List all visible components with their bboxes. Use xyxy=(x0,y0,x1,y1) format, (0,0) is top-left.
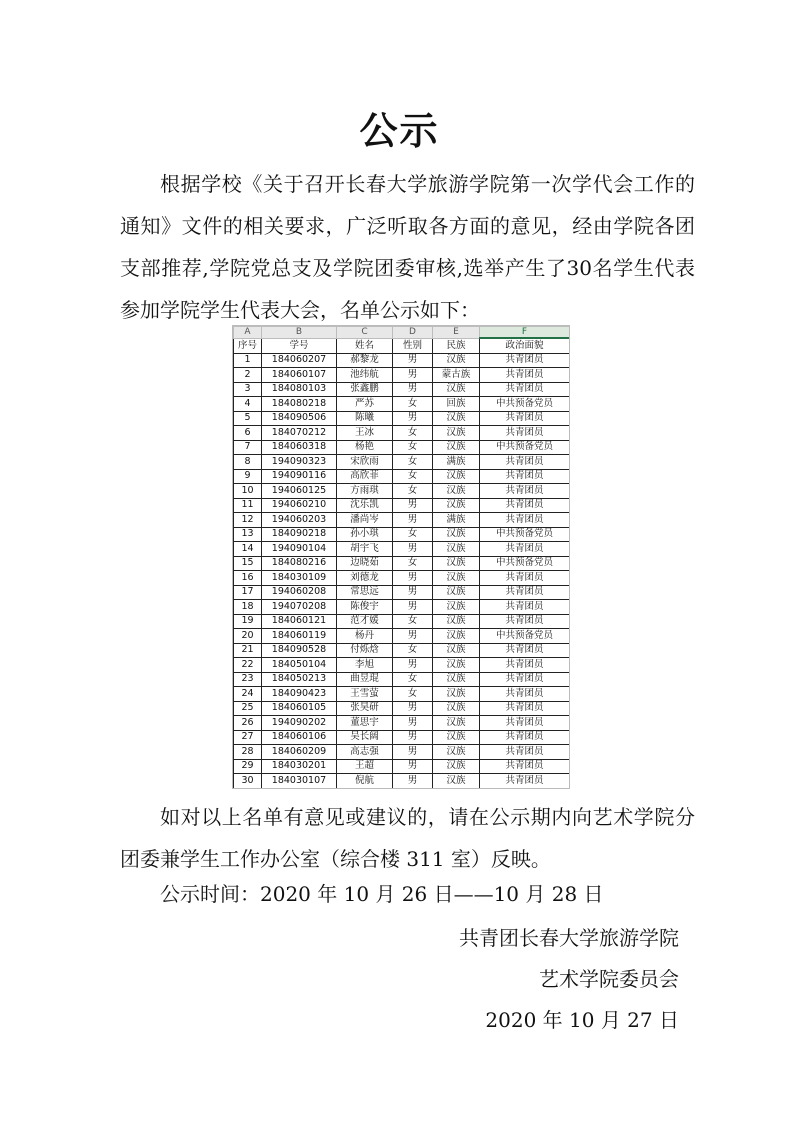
table-cell: 汉族 xyxy=(433,382,480,397)
table-row xyxy=(234,542,570,557)
table-cell: 194090323 xyxy=(262,455,337,470)
table-cell: 高志强 xyxy=(337,745,393,760)
table-cell: 10 xyxy=(234,484,262,499)
table-cell: 女 xyxy=(393,469,433,484)
header-cell: 学号 xyxy=(262,338,337,353)
table-cell: 共青团员 xyxy=(480,498,570,513)
table-row xyxy=(234,658,570,673)
table-cell: 16 xyxy=(234,571,262,586)
table-cell: 21 xyxy=(234,643,262,658)
table-row xyxy=(234,687,570,702)
table-row xyxy=(234,440,570,455)
column-letter-row xyxy=(234,327,570,339)
table-cell: 方雨琪 xyxy=(337,484,393,499)
table-cell: 女 xyxy=(393,672,433,687)
column-letter[interactable]: A xyxy=(234,327,262,339)
table-cell: 女 xyxy=(393,614,433,629)
table-cell: 共青团员 xyxy=(480,730,570,745)
header-row xyxy=(234,338,570,353)
table-cell: 董思宇 xyxy=(337,716,393,731)
table-cell: 宋欣雨 xyxy=(337,455,393,470)
table-cell: 中共预备党员 xyxy=(480,527,570,542)
table-cell: 池纬航 xyxy=(337,368,393,383)
table-cell: 28 xyxy=(234,745,262,760)
table-cell: 5 xyxy=(234,411,262,426)
table-cell: 25 xyxy=(234,701,262,716)
table-cell: 共青团员 xyxy=(480,687,570,702)
table-cell: 男 xyxy=(393,382,433,397)
table-cell: 中共预备党员 xyxy=(480,629,570,644)
table-cell: 23 xyxy=(234,672,262,687)
table-row xyxy=(234,397,570,412)
table-cell: 女 xyxy=(393,484,433,499)
table-cell: 男 xyxy=(393,411,433,426)
table-cell: 汉族 xyxy=(433,774,480,789)
table-row xyxy=(234,672,570,687)
table-cell: 男 xyxy=(393,774,433,789)
table-cell: 男 xyxy=(393,745,433,760)
table-cell: 共青团员 xyxy=(480,368,570,383)
table-cell: 共青团员 xyxy=(480,759,570,774)
table-cell: 男 xyxy=(393,368,433,383)
table-cell: 共青团员 xyxy=(480,513,570,528)
table-cell: 汉族 xyxy=(433,745,480,760)
table-cell: 孙小琪 xyxy=(337,527,393,542)
table-cell: 共青团员 xyxy=(480,542,570,557)
table-cell: 满族 xyxy=(433,513,480,528)
table-row xyxy=(234,745,570,760)
table-row xyxy=(234,411,570,426)
table-cell: 1 xyxy=(234,353,262,368)
table-cell: 7 xyxy=(234,440,262,455)
table-cell: 184050213 xyxy=(262,672,337,687)
table-cell: 汉族 xyxy=(433,687,480,702)
table-cell: 184060318 xyxy=(262,440,337,455)
table-cell: 汉族 xyxy=(433,571,480,586)
table-row xyxy=(234,629,570,644)
column-letter[interactable]: C xyxy=(337,327,393,339)
table-row xyxy=(234,498,570,513)
table-cell: 共青团员 xyxy=(480,614,570,629)
table-cell: 汉族 xyxy=(433,672,480,687)
table-cell: 严苏 xyxy=(337,397,393,412)
table-cell: 中共预备党员 xyxy=(480,556,570,571)
table-cell: 13 xyxy=(234,527,262,542)
table-cell: 范才媛 xyxy=(337,614,393,629)
table-cell: 14 xyxy=(234,542,262,557)
table-cell: 2 xyxy=(234,368,262,383)
page-title: 公示 xyxy=(359,109,440,153)
table-cell: 汉族 xyxy=(433,498,480,513)
table-cell: 汉族 xyxy=(433,600,480,615)
table-cell: 常思远 xyxy=(337,585,393,600)
table-cell: 满族 xyxy=(433,455,480,470)
table-cell: 陈曦 xyxy=(337,411,393,426)
table-row xyxy=(234,455,570,470)
table-cell: 共青团员 xyxy=(480,353,570,368)
table-cell: 11 xyxy=(234,498,262,513)
feedback-paragraph: 如对以上名单有意见或建议的，请在公示期内向艺术学院分团委兼学生工作办公室（综合楼 311 室）反映。 xyxy=(120,805,695,871)
table-cell: 194070208 xyxy=(262,600,337,615)
table-cell: 9 xyxy=(234,469,262,484)
table-cell: 男 xyxy=(393,658,433,673)
table-row xyxy=(234,469,570,484)
table-row xyxy=(234,353,570,368)
header-cell: 姓名 xyxy=(337,338,393,353)
table-cell: 胡宇飞 xyxy=(337,542,393,557)
table-cell: 蒙古族 xyxy=(433,368,480,383)
table-cell: 王超 xyxy=(337,759,393,774)
table-cell: 汉族 xyxy=(433,658,480,673)
table-cell: 194060203 xyxy=(262,513,337,528)
table-cell: 19 xyxy=(234,614,262,629)
header-cell: 政治面貌 xyxy=(480,338,570,353)
table-cell: 共青团员 xyxy=(480,745,570,760)
signature-org-1: 共青团长春大学旅游学院 xyxy=(459,926,679,950)
column-letter[interactable]: E xyxy=(433,327,480,339)
table-cell: 汉族 xyxy=(433,411,480,426)
table-cell: 汉族 xyxy=(433,759,480,774)
table-cell: 高欣菲 xyxy=(337,469,393,484)
table-cell: 男 xyxy=(393,542,433,557)
table-cell: 男 xyxy=(393,629,433,644)
table-row xyxy=(234,614,570,629)
table-cell: 184050104 xyxy=(262,658,337,673)
table-cell: 中共预备党员 xyxy=(480,440,570,455)
table-cell: 男 xyxy=(393,498,433,513)
table-cell: 张鑫鹏 xyxy=(337,382,393,397)
header-cell: 序号 xyxy=(234,338,262,353)
table-cell: 女 xyxy=(393,687,433,702)
table-cell: 共青团员 xyxy=(480,469,570,484)
table-cell: 中共预备党员 xyxy=(480,397,570,412)
table-cell: 刘德龙 xyxy=(337,571,393,586)
column-letter[interactable]: B xyxy=(262,327,337,339)
name-list-spreadsheet xyxy=(232,325,570,789)
table-cell: 194060125 xyxy=(262,484,337,499)
table-row xyxy=(234,730,570,745)
table-cell: 女 xyxy=(393,643,433,658)
table-row xyxy=(234,643,570,658)
table-cell: 男 xyxy=(393,716,433,731)
table-row xyxy=(234,571,570,586)
table-cell: 男 xyxy=(393,730,433,745)
table-cell: 184070212 xyxy=(262,426,337,441)
header-cell: 民族 xyxy=(433,338,480,353)
table-cell: 3 xyxy=(234,382,262,397)
table-cell: 女 xyxy=(393,556,433,571)
table-cell: 184080218 xyxy=(262,397,337,412)
table-cell: 194090202 xyxy=(262,716,337,731)
table-cell: 184030109 xyxy=(262,571,337,586)
table-cell: 共青团员 xyxy=(480,382,570,397)
table-cell: 184030107 xyxy=(262,774,337,789)
table-cell: 184030201 xyxy=(262,759,337,774)
table-cell: 男 xyxy=(393,571,433,586)
table-cell: 184090218 xyxy=(262,527,337,542)
table-cell: 24 xyxy=(234,687,262,702)
table-cell: 郝黎龙 xyxy=(337,353,393,368)
intro-paragraph: 根据学校《关于召开长春大学旅游学院第一次学代会工作的通知》文件的相关要求，广泛听取各方面的意见，经由学院各团支部推荐,学院党总支及学院团委审核,选举产生了30名学生代表参加学院学生代表大会，名单公示如下： xyxy=(120,172,695,322)
table-row xyxy=(234,484,570,499)
table-cell: 汉族 xyxy=(433,542,480,557)
table-cell: 男 xyxy=(393,513,433,528)
table-cell: 女 xyxy=(393,440,433,455)
table-cell: 共青团员 xyxy=(480,600,570,615)
table-cell: 汉族 xyxy=(433,716,480,731)
table-cell: 汉族 xyxy=(433,426,480,441)
table-cell: 曲昱琨 xyxy=(337,672,393,687)
table-cell: 29 xyxy=(234,759,262,774)
table-cell: 汉族 xyxy=(433,614,480,629)
table-cell: 184060106 xyxy=(262,730,337,745)
table-cell: 20 xyxy=(234,629,262,644)
table-cell: 男 xyxy=(393,600,433,615)
table-row xyxy=(234,701,570,716)
table-cell: 184090423 xyxy=(262,687,337,702)
table-cell: 27 xyxy=(234,730,262,745)
table-cell: 汉族 xyxy=(433,484,480,499)
table-row xyxy=(234,527,570,542)
table-cell: 回族 xyxy=(433,397,480,412)
name-list-table xyxy=(233,326,570,789)
table-cell: 沈乐凯 xyxy=(337,498,393,513)
table-cell: 男 xyxy=(393,353,433,368)
table-cell: 汉族 xyxy=(433,585,480,600)
table-cell: 184080103 xyxy=(262,382,337,397)
table-cell: 4 xyxy=(234,397,262,412)
table-cell: 汉族 xyxy=(433,629,480,644)
table-cell: 共青团员 xyxy=(480,716,570,731)
table-cell: 女 xyxy=(393,397,433,412)
publicity-period: 公示时间：2020 年 10 月 26 日——10 月 28 日 xyxy=(160,882,604,906)
table-row xyxy=(234,716,570,731)
table-cell: 15 xyxy=(234,556,262,571)
table-cell: 陈俊宇 xyxy=(337,600,393,615)
table-cell: 杨丹 xyxy=(337,629,393,644)
table-cell: 共青团员 xyxy=(480,658,570,673)
table-cell: 汉族 xyxy=(433,730,480,745)
table-row xyxy=(234,368,570,383)
table-cell: 王冰 xyxy=(337,426,393,441)
table-cell: 共青团员 xyxy=(480,426,570,441)
table-row xyxy=(234,382,570,397)
table-cell: 184060209 xyxy=(262,745,337,760)
signature-org-2: 艺术学院委员会 xyxy=(539,967,679,991)
table-row xyxy=(234,774,570,789)
table-cell: 26 xyxy=(234,716,262,731)
table-cell: 男 xyxy=(393,759,433,774)
table-cell: 184080216 xyxy=(262,556,337,571)
table-cell: 汉族 xyxy=(433,527,480,542)
table-row xyxy=(234,585,570,600)
table-cell: 女 xyxy=(393,426,433,441)
table-cell: 李旭 xyxy=(337,658,393,673)
table-cell: 12 xyxy=(234,513,262,528)
table-cell: 194060210 xyxy=(262,498,337,513)
table-cell: 18 xyxy=(234,600,262,615)
table-cell: 汉族 xyxy=(433,556,480,571)
table-cell: 17 xyxy=(234,585,262,600)
table-cell: 汉族 xyxy=(433,469,480,484)
table-cell: 22 xyxy=(234,658,262,673)
table-cell: 共青团员 xyxy=(480,484,570,499)
table-cell: 194060208 xyxy=(262,585,337,600)
table-row xyxy=(234,600,570,615)
table-row xyxy=(234,759,570,774)
table-cell: 汉族 xyxy=(433,643,480,658)
table-cell: 共青团员 xyxy=(480,672,570,687)
table-cell: 女 xyxy=(393,527,433,542)
table-cell: 184090506 xyxy=(262,411,337,426)
header-cell: 性别 xyxy=(393,338,433,353)
table-cell: 边晓茹 xyxy=(337,556,393,571)
table-cell: 194090116 xyxy=(262,469,337,484)
table-cell: 共青团员 xyxy=(480,774,570,789)
table-cell: 共青团员 xyxy=(480,585,570,600)
column-letter[interactable]: D xyxy=(393,327,433,339)
table-cell: 共青团员 xyxy=(480,701,570,716)
signature-date: 2020 年 10 月 27 日 xyxy=(485,1008,679,1032)
table-cell: 王雪萤 xyxy=(337,687,393,702)
table-cell: 共青团员 xyxy=(480,411,570,426)
table-cell: 男 xyxy=(393,701,433,716)
table-cell: 潘尚岑 xyxy=(337,513,393,528)
table-cell: 女 xyxy=(393,455,433,470)
table-cell: 男 xyxy=(393,585,433,600)
table-cell: 共青团员 xyxy=(480,455,570,470)
column-letter[interactable]: F xyxy=(480,327,570,339)
table-cell: 杨艳 xyxy=(337,440,393,455)
table-cell: 184060107 xyxy=(262,368,337,383)
table-cell: 184060121 xyxy=(262,614,337,629)
table-cell: 184060105 xyxy=(262,701,337,716)
table-cell: 6 xyxy=(234,426,262,441)
table-cell: 张昊研 xyxy=(337,701,393,716)
table-cell: 184060119 xyxy=(262,629,337,644)
table-row xyxy=(234,556,570,571)
table-cell: 30 xyxy=(234,774,262,789)
table-cell: 付烁焓 xyxy=(337,643,393,658)
table-cell: 194090104 xyxy=(262,542,337,557)
table-cell: 共青团员 xyxy=(480,571,570,586)
table-cell: 汉族 xyxy=(433,701,480,716)
table-cell: 8 xyxy=(234,455,262,470)
table-cell: 吴长阔 xyxy=(337,730,393,745)
table-cell: 184090528 xyxy=(262,643,337,658)
table-cell: 汉族 xyxy=(433,440,480,455)
table-row xyxy=(234,513,570,528)
table-cell: 共青团员 xyxy=(480,643,570,658)
table-row xyxy=(234,426,570,441)
table-cell: 184060207 xyxy=(262,353,337,368)
table-cell: 汉族 xyxy=(433,353,480,368)
table-cell: 倪航 xyxy=(337,774,393,789)
